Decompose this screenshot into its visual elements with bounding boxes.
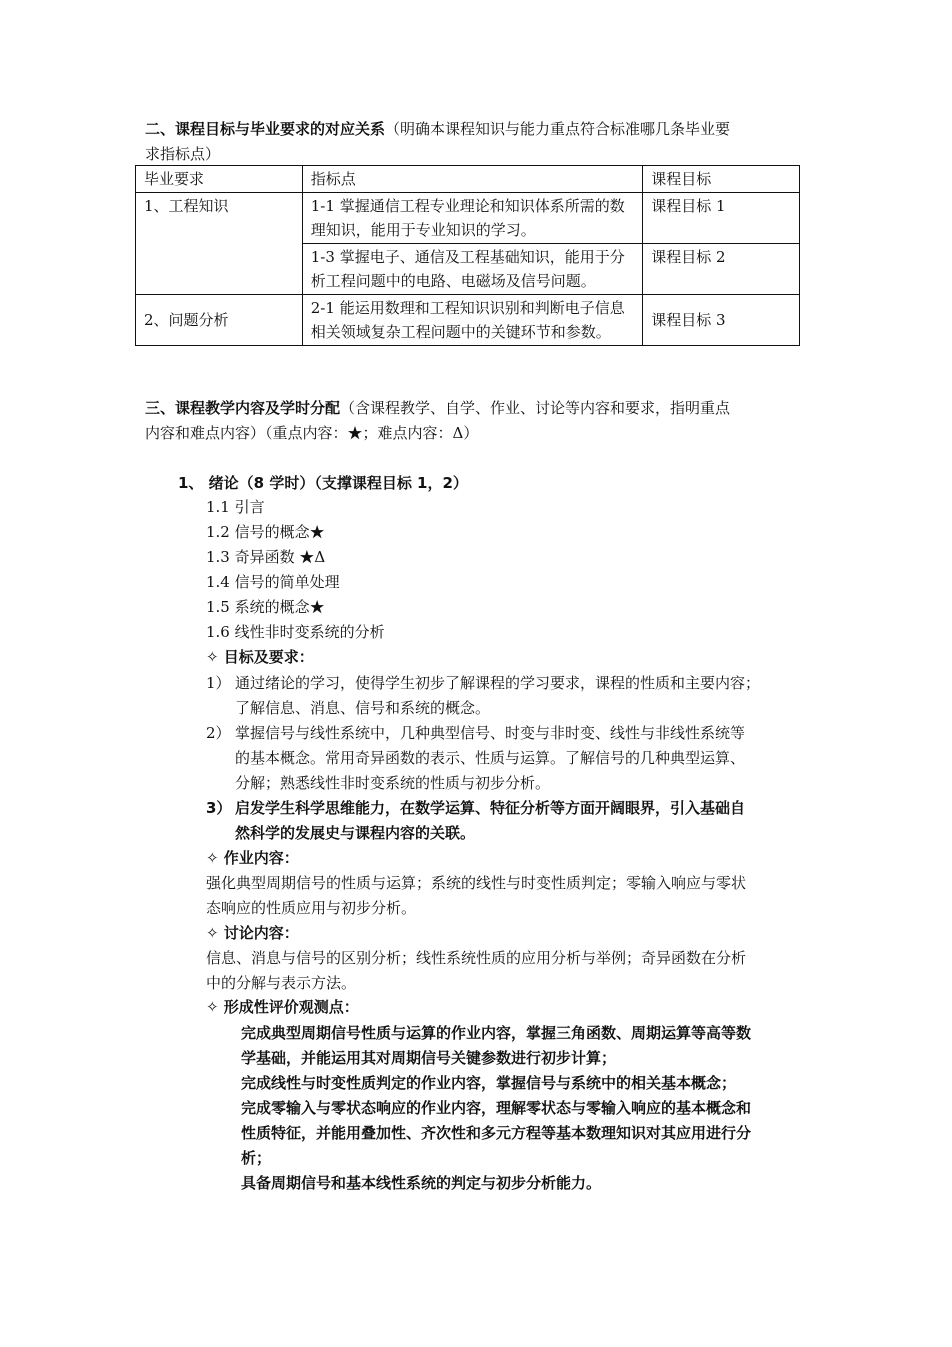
chapter-item: 1.3 奇异函数 ★Δ [206,548,326,566]
chapter-item: 1.5 系统的概念★ [206,598,325,616]
goals-label: ✧ 目标及要求： [206,648,314,666]
discussion-text: 信息、消息与信号的区别分析；线性系统性质的应用分析与举例；奇异函数在分析 [206,949,747,967]
homework-text: 强化典型周期信号的性质与运算；系统的线性与时变性质判定；零输入响应与零状 [206,874,747,892]
table-cell-goal: 课程目标 1 [643,193,800,244]
table-cell-requirement: 2、问题分析 [136,295,303,346]
goal-number: 3） [206,799,232,817]
homework-label: ✧ 作业内容： [206,849,299,867]
section2-heading [145,117,815,141]
evaluation-text: 完成典型周期信号性质与运算的作业内容，掌握三角函数、周期运算等高等数 [241,1024,752,1042]
table-cell-goal: 课程目标 3 [643,295,800,346]
homework-text: 态响应的性质应用与初步分析。 [206,899,417,917]
chapter-item: 1.6 线性非时变系统的分析 [206,623,385,641]
goal-text: 然科学的发展史与课程内容的关联。 [235,824,476,842]
requirements-table [135,165,800,346]
table-cell-goal: 课程目标 2 [643,244,800,295]
evaluation-text: 学基础，并能运用其对周期信号关键参数进行初步计算； [241,1049,617,1067]
goal-number: 2） [206,724,231,742]
table-header-cell: 毕业要求 [136,166,303,193]
evaluation-label: ✧ 形成性评价观测点： [206,998,359,1016]
goal-text: 掌握信号与线性系统中，几种典型信号、时变与非时变、线性与非线性系统等 [235,724,746,742]
table-cell-point: 1-1 掌握通信工程专业理论和知识体系所需的数理知识，能用于专业知识的学习。 [302,193,642,244]
table-row [136,295,800,346]
goal-text: 通过绪论的学习，使得学生初步了解课程的学习要求，课程的性质和主要内容； [235,674,761,692]
table-cell-requirement: 1、工程知识 [136,193,303,295]
goal-text: 启发学生科学思维能力，在数学运算、特征分析等方面开阔眼界，引入基础自 [235,799,746,817]
goal-number: 1） [206,674,231,692]
evaluation-text: 具备周期信号和基本线性系统的判定与初步分析能力。 [241,1174,602,1192]
table-cell-point: 2-1 能运用数理和工程知识识别和判断电子信息相关领域复杂工程问题中的关键环节和参数。 [302,295,642,346]
goal-text: 的基本概念。常用奇异函数的表示、性质与运算。了解信号的几种典型运算、 [235,749,746,767]
goal-text: 了解信息、消息、信号和系统的概念。 [235,699,491,717]
chapter1-heading: 1、 绪论（8 学时）（支撑课程目标 1，2） [178,474,468,492]
table-cell-point: 1-3 掌握电子、通信及工程基础知识，能用于分析工程问题中的电路、电磁场及信号问题。 [302,244,642,295]
section2-note-line2: 求指标点） [145,145,221,163]
table-header-cell: 课程目标 [643,166,800,193]
goal-text: 分解；熟悉线性非时变系统的性质与初步分析。 [235,774,551,792]
evaluation-text: 完成零输入与零状态响应的作业内容，理解零状态与零输入响应的基本概念和 [241,1099,752,1117]
discussion-label: ✧ 讨论内容： [206,924,299,942]
table-header-cell: 指标点 [302,166,642,193]
section3-heading [145,396,815,420]
section3-note-line2: 内容和难点内容）（重点内容：★；难点内容：Δ） [145,424,479,442]
evaluation-text: 析； [241,1149,272,1167]
section3-note-1: （含课程教学、自学、作业、讨论等内容和要求，指明重点 [340,399,731,417]
chapter-item: 1.1 引言 [206,498,265,516]
chapter-item: 1.2 信号的概念★ [206,523,325,541]
table-row [136,193,800,244]
evaluation-text: 完成线性与时变性质判定的作业内容，掌握信号与系统中的相关基本概念； [241,1074,737,1092]
section3-title: 三、课程教学内容及学时分配 [145,399,341,417]
discussion-text: 中的分解与表示方法。 [206,974,357,992]
chapter-item: 1.4 信号的简单处理 [206,573,340,591]
section2-note-1: （明确本课程知识与能力重点符合标准哪几条毕业要 [385,120,731,138]
section2-title: 二、课程目标与毕业要求的对应关系 [145,120,386,138]
evaluation-text: 性质特征，并能用叠加性、齐次性和多元方程等基本数理知识对其应用进行分 [241,1124,752,1142]
table-header-row [136,166,800,193]
